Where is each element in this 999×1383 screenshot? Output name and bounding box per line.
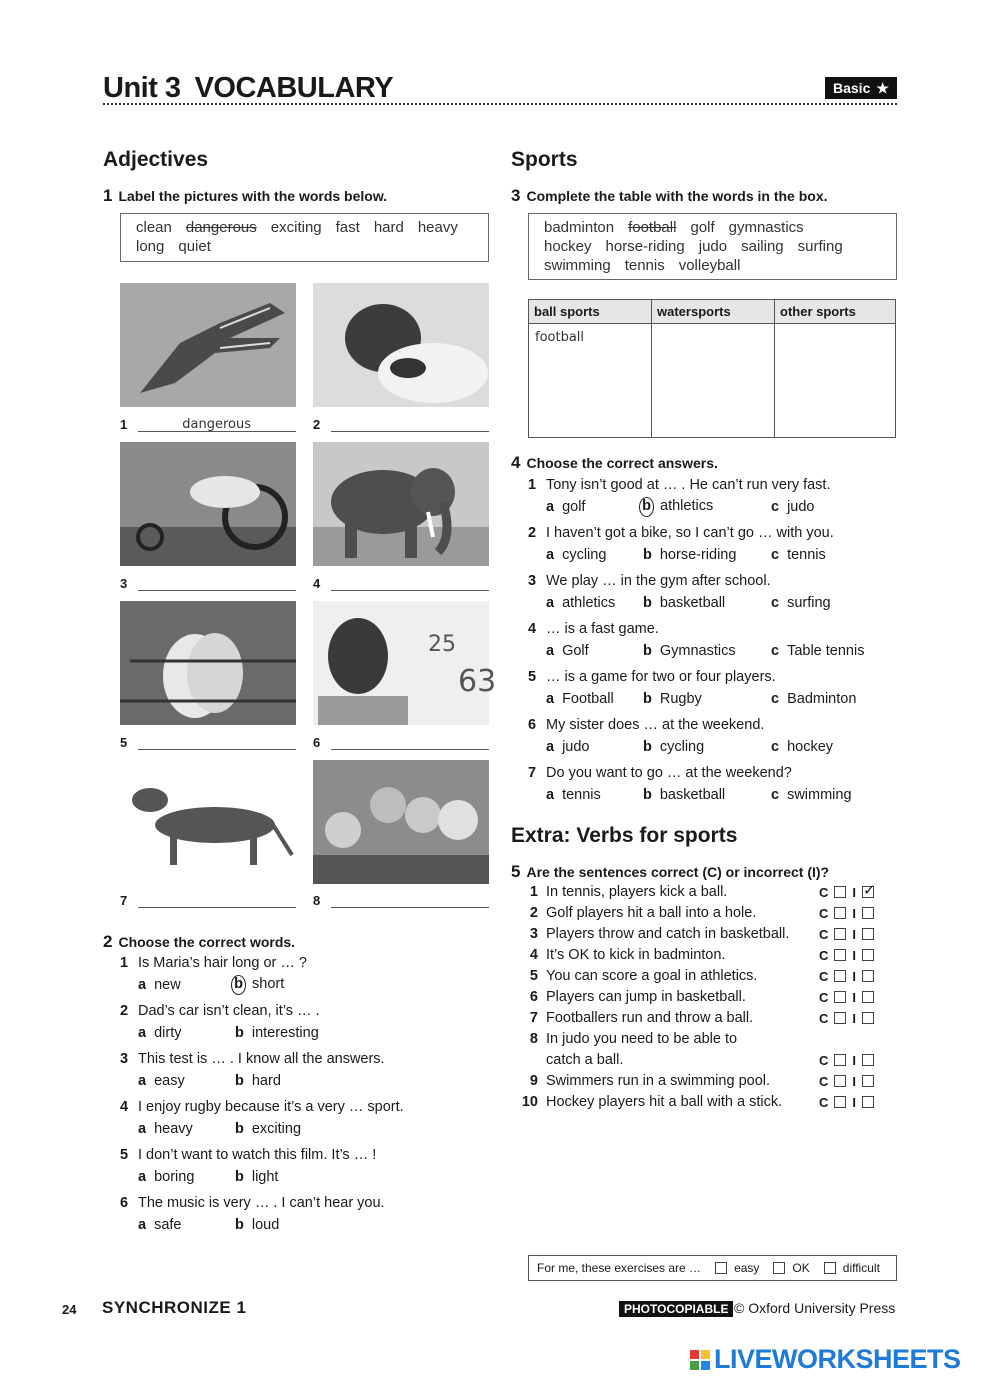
checkbox-difficult[interactable]: [824, 1262, 836, 1274]
checkbox-incorrect[interactable]: [862, 1054, 874, 1066]
word-chip: heavy: [417, 219, 458, 236]
checkbox-incorrect[interactable]: [862, 928, 874, 940]
table-cell-ball-sports[interactable]: football: [529, 324, 652, 438]
ex2-question-2: 2 Dad’s car isn’t clean, it’s … .: [120, 1003, 320, 1019]
exercise-number: 1: [103, 186, 113, 205]
photo-sleeping-baby: [313, 283, 489, 407]
ex4-question-4: 4 … is a fast game.: [528, 621, 659, 637]
ex2-option-b[interactable]: b interesting: [235, 1025, 319, 1041]
self-evaluation-box: For me, these exercises are … easy OK difficult: [528, 1255, 897, 1281]
ex4-option-b[interactable]: b Gymnastics: [643, 643, 736, 659]
checkbox-correct[interactable]: [834, 1012, 846, 1024]
checkbox-incorrect[interactable]: [862, 1012, 874, 1024]
table-header: other sports: [775, 300, 896, 324]
answer-line[interactable]: [331, 894, 489, 908]
svg-text:25: 25: [428, 632, 456, 657]
ex2-question-3: 3 This test is … . I know all the answers.: [120, 1051, 385, 1067]
word-chip: golf: [690, 219, 715, 236]
word-chip: sailing: [741, 238, 784, 255]
ex4-option-c[interactable]: c tennis: [771, 547, 826, 563]
exercise-1-instruction: [103, 186, 387, 206]
checkbox-correct[interactable]: [834, 1054, 846, 1066]
word-chip: clean: [136, 219, 172, 236]
word-box-sports: [528, 213, 897, 280]
ex5-sentence-1: 1 In tennis, players kick a ball.: [529, 884, 728, 900]
unit-label: Unit 3: [103, 72, 181, 104]
checkbox-correct[interactable]: [834, 949, 846, 961]
word-box-adjectives: [120, 213, 489, 262]
ex2-option-a[interactable]: a boring: [138, 1169, 195, 1185]
checkbox-incorrect[interactable]: [862, 1096, 874, 1108]
ex4-option-c[interactable]: c hockey: [771, 739, 834, 755]
ex4-question-3: 3 We play … in the gym after school.: [528, 573, 771, 589]
checkbox-ok[interactable]: [773, 1262, 785, 1274]
ex2-option-a[interactable]: a new: [138, 977, 181, 993]
ci-checkboxes: C I: [819, 906, 880, 921]
ex5-sentence-10: 10 Hockey players hit a ball with a stick.: [521, 1094, 783, 1110]
ex2-option-b[interactable]: b light: [235, 1169, 279, 1185]
answer-line[interactable]: [138, 894, 296, 908]
section-heading-adjectives: Adjectives: [103, 148, 209, 171]
ex2-option-a[interactable]: a safe: [138, 1217, 182, 1233]
picture-label-3: 3: [120, 576, 296, 591]
answer-line[interactable]: [138, 736, 296, 750]
word-chip-struck: football: [628, 219, 677, 236]
ex5-sentence-3: 3 Players throw and catch in basketball.: [529, 926, 790, 942]
word-chip: swimming: [544, 257, 611, 274]
photo-wheelchair-racer: [120, 442, 296, 566]
table-header: ball sports: [529, 300, 652, 324]
ci-checkboxes: C I: [819, 990, 880, 1005]
checkbox-correct[interactable]: [834, 886, 846, 898]
section-heading-sports: Sports: [511, 148, 578, 171]
self-eval-prompt: For me, these exercises are …: [537, 1261, 702, 1275]
word-chip: fast: [335, 219, 360, 236]
publisher-credit: © Oxford University Press: [734, 1300, 896, 1316]
exercise-4-instruction: [511, 453, 718, 473]
ex4-question-6: 6 My sister does … at the weekend.: [528, 717, 765, 733]
ci-checkboxes: C I: [819, 1053, 880, 1068]
ex5-sentence-8-cont: catch a ball.: [546, 1052, 624, 1068]
ex2-option-b-selected[interactable]: b short: [231, 975, 284, 995]
checkbox-incorrect[interactable]: [862, 1075, 874, 1087]
photo-crocodile: [120, 283, 296, 407]
photo-dishwasher: [120, 601, 296, 725]
sports-table: [528, 299, 896, 438]
ex4-option-b[interactable]: b basketball: [643, 595, 726, 611]
ex2-option-b[interactable]: b hard: [235, 1073, 281, 1089]
picture-label-2: 2: [313, 417, 489, 432]
checkbox-correct[interactable]: [834, 991, 846, 1003]
photo-girl-whiteboard: [313, 601, 497, 725]
checkbox-incorrect[interactable]: [862, 949, 874, 961]
ci-checkboxes: C I: [819, 969, 880, 984]
word-chip: hockey: [544, 238, 592, 255]
ex4-option-b[interactable]: b basketball: [643, 787, 726, 803]
picture-label-6: 6: [313, 735, 489, 750]
ex4-option-c[interactable]: c Table tennis: [771, 643, 865, 659]
instruction-text: Choose the correct answers.: [526, 455, 718, 471]
instruction-text: Complete the table with the words in the box.: [526, 188, 828, 204]
word-chip: long: [136, 238, 165, 255]
exercise-number: 3: [511, 186, 521, 205]
ex2-option-b[interactable]: b loud: [235, 1217, 280, 1233]
exercise-number: 4: [511, 453, 521, 472]
picture-label-7: 7: [120, 893, 296, 908]
instruction-text: Are the sentences correct (C) or incorrect (I)?: [526, 864, 830, 880]
ex2-question-6: 6 The music is very … . I can’t hear you.: [120, 1195, 385, 1211]
picture-label-1: 1 dangerous: [120, 417, 296, 432]
picture-label-4: 4: [313, 576, 489, 591]
liveworksheets-watermark: [690, 1344, 961, 1375]
photo-dachshund: [120, 760, 296, 884]
word-chip: surfing: [797, 238, 843, 255]
ex2-option-a[interactable]: a heavy: [138, 1121, 193, 1137]
ex4-option-b[interactable]: b horse-riding: [643, 547, 737, 563]
checkbox-incorrect[interactable]: [862, 970, 874, 982]
exercise-5-instruction: [511, 862, 829, 882]
checkbox-correct[interactable]: [834, 970, 846, 982]
ex5-sentence-5: 5 You can score a goal in athletics.: [529, 968, 758, 984]
checkbox-correct[interactable]: [834, 907, 846, 919]
photocopiable-badge: PHOTOCOPIABLE: [619, 1301, 733, 1317]
page-number: 24: [62, 1302, 77, 1317]
ex4-option-b[interactable]: b Rugby: [643, 691, 702, 707]
answer-line[interactable]: [331, 577, 489, 591]
ex2-option-a[interactable]: a dirty: [138, 1025, 182, 1041]
circled-answer: b: [639, 497, 654, 517]
ex4-question-7: 7 Do you want to go … at the weekend?: [528, 765, 792, 781]
ex5-sentence-4: 4 It’s OK to kick in badminton.: [529, 947, 726, 963]
title-divider: [103, 103, 897, 105]
ex4-option-a[interactable]: a judo: [546, 739, 590, 755]
ex5-sentence-6: 6 Players can jump in basketball.: [529, 989, 746, 1005]
exercise-2-instruction: [103, 932, 295, 952]
word-chip: horse-riding: [605, 238, 685, 255]
ex2-question-5: 5 I don’t want to watch this film. It’s … !: [120, 1147, 377, 1163]
watermark-text: LIVEWORKSHEETS: [714, 1344, 961, 1374]
table-cell-other-sports[interactable]: [775, 324, 896, 438]
picture-label-8: 8: [313, 893, 489, 908]
ex2-question-1: 1 Is Maria’s hair long or … ?: [120, 955, 307, 971]
instruction-text: Label the pictures with the words below.: [118, 188, 388, 204]
ex4-option-c[interactable]: c Badminton: [771, 691, 857, 707]
ex5-sentence-7: 7 Footballers run and throw a ball.: [529, 1010, 754, 1026]
table-cell-watersports[interactable]: [652, 324, 775, 438]
ex2-option-b[interactable]: b exciting: [235, 1121, 302, 1137]
ex4-option-a[interactable]: a Football: [546, 691, 614, 707]
level-badge: [825, 77, 897, 99]
answer-line[interactable]: [138, 577, 296, 591]
photo-elephant: [313, 442, 489, 566]
ci-checkboxes: C I: [819, 948, 880, 963]
answer-line[interactable]: [331, 736, 489, 750]
answer-line[interactable]: dangerous: [138, 418, 296, 432]
word-chip: exciting: [270, 219, 322, 236]
exercise-3-instruction: [511, 186, 828, 206]
brand-logo: SYNCHRONIZE 1: [102, 1298, 247, 1317]
checkbox-correct[interactable]: [834, 1096, 846, 1108]
checkbox-incorrect-checked[interactable]: [862, 886, 874, 898]
word-chip: badminton: [544, 219, 615, 236]
ex4-option-a[interactable]: a athletics: [546, 595, 616, 611]
ci-checkboxes: C I: [819, 1011, 880, 1026]
ex5-sentence-2: 2 Golf players hit a ball into a hole.: [529, 905, 757, 921]
word-chip-struck: dangerous: [185, 219, 257, 236]
checkbox-incorrect[interactable]: [862, 991, 874, 1003]
ex2-question-4: 4 I enjoy rugby because it’s a very … sport.: [120, 1099, 404, 1115]
ex4-option-c[interactable]: c surfing: [771, 595, 831, 611]
word-chip: quiet: [178, 238, 211, 255]
ci-checkboxes: C I: [819, 1074, 880, 1089]
page-title: [103, 72, 393, 105]
ex4-question-2: 2 I haven’t got a bike, so I can’t go … with you.: [528, 525, 834, 541]
answer-line[interactable]: [331, 418, 489, 432]
checkbox-incorrect[interactable]: [862, 907, 874, 919]
ex4-option-c[interactable]: c judo: [771, 499, 815, 515]
ex4-option-b[interactable]: b cycling: [643, 739, 705, 755]
picture-label-5: 5: [120, 735, 296, 750]
checkbox-correct[interactable]: [834, 928, 846, 940]
exercise-number: 5: [511, 862, 521, 881]
table-header: watersports: [652, 300, 775, 324]
ex2-option-a[interactable]: a easy: [138, 1073, 185, 1089]
checkbox-correct[interactable]: [834, 1075, 846, 1087]
word-chip: tennis: [624, 257, 665, 274]
exercise-number: 2: [103, 932, 113, 951]
ex4-option-a[interactable]: a Golf: [546, 643, 589, 659]
section-heading-extra: Extra: Verbs for sports: [511, 824, 738, 847]
ci-checkboxes: C I: [819, 927, 880, 942]
photo-cheering-fans: [313, 760, 489, 884]
word-chip: gymnastics: [728, 219, 804, 236]
level-label: Basic: [833, 80, 871, 96]
ex5-sentence-8: 8 In judo you need to be able to: [529, 1031, 738, 1047]
unit-title: VOCABULARY: [194, 72, 394, 104]
liveworksheets-logo-icon: [690, 1350, 710, 1370]
word-chip: judo: [698, 238, 728, 255]
word-chip: volleyball: [678, 257, 741, 274]
ex4-option-a[interactable]: a cycling: [546, 547, 607, 563]
ci-checkboxes: C I✓: [819, 885, 880, 900]
ex4-option-a[interactable]: a tennis: [546, 787, 601, 803]
instruction-text: Choose the correct words.: [118, 934, 296, 950]
ex4-question-1: 1 Tony isn’t good at … . He can’t run very fast.: [528, 477, 831, 493]
star-icon: ★: [876, 79, 889, 96]
word-chip: hard: [373, 219, 404, 236]
circled-answer: b: [231, 975, 246, 995]
svg-text:63: 63: [458, 664, 497, 699]
ex4-option-c[interactable]: c swimming: [771, 787, 852, 803]
ex5-sentence-9: 9 Swimmers run in a swimming pool.: [529, 1073, 771, 1089]
ex4-option-b-selected[interactable]: b athletics: [639, 497, 713, 517]
checkbox-easy[interactable]: [715, 1262, 727, 1274]
ex4-option-a[interactable]: a golf: [546, 499, 586, 515]
ci-checkboxes: C I: [819, 1095, 880, 1110]
ex4-question-5: 5 … is a game for two or four players.: [528, 669, 776, 685]
